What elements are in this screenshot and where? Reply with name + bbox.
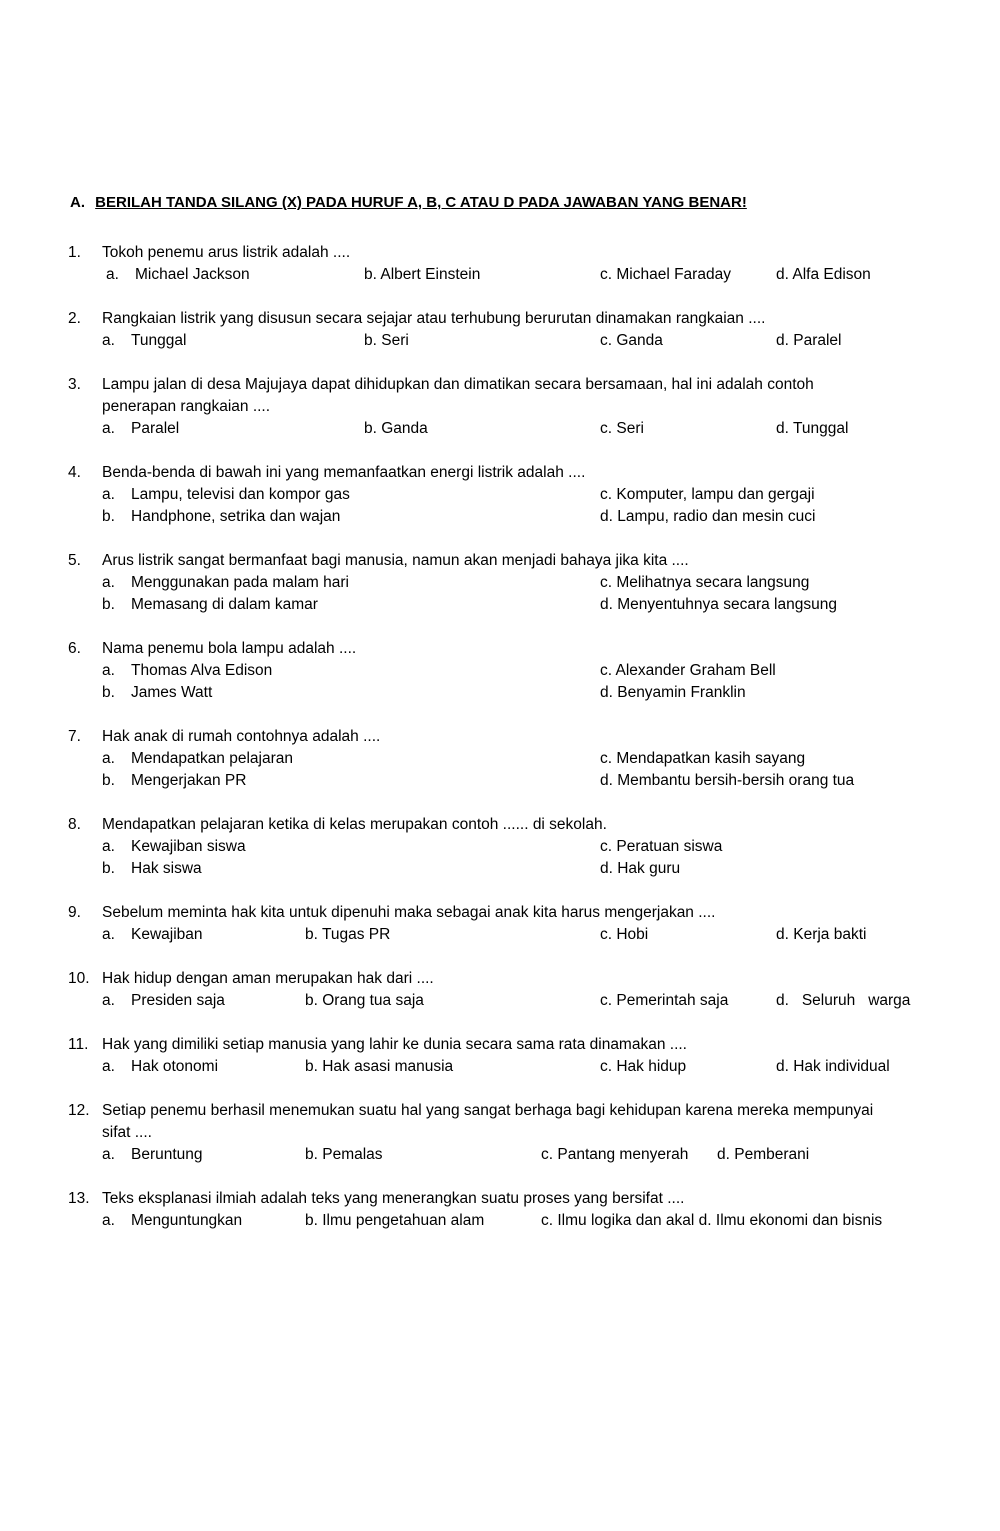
option-c[interactable]: c. Pantang menyerah xyxy=(541,1146,689,1163)
option-c[interactable]: c. Hobi xyxy=(600,926,649,943)
question-text: Mendapatkan pelajaran ketika di kelas merupakan contoh ...... di sekolah. xyxy=(102,816,607,833)
option-label[interactable]: a. xyxy=(102,838,115,855)
section-heading xyxy=(70,194,747,211)
question-number: 2. xyxy=(68,310,81,327)
option-b[interactable]: b. Orang tua saja xyxy=(305,992,424,1009)
option-b[interactable]: Handphone, setrika dan wajan xyxy=(131,508,341,525)
option-b[interactable]: b. Tugas PR xyxy=(305,926,391,943)
option-c[interactable]: c. Mendapatkan kasih sayang xyxy=(600,750,806,767)
option-c[interactable]: c. Hak hidup xyxy=(600,1058,687,1075)
question-number: 5. xyxy=(68,552,81,569)
option-a[interactable]: Thomas Alva Edison xyxy=(131,662,273,679)
option-label[interactable]: b. xyxy=(102,508,115,525)
option-a[interactable]: Menguntungkan xyxy=(131,1212,243,1229)
question-text: Teks eksplanasi ilmiah adalah teks yang menerangkan suatu proses yang bersifat .... xyxy=(102,1190,685,1207)
question-text: Rangkaian listrik yang disusun secara sejajar atau terhubung berurutan dinamakan rangkaian .... xyxy=(102,310,766,327)
option-c[interactable]: c. Komputer, lampu dan gergaji xyxy=(600,486,815,503)
option-d[interactable]: d. Kerja bakti xyxy=(776,926,867,943)
option-a[interactable]: Kewajiban siswa xyxy=(131,838,246,855)
option-b[interactable]: James Watt xyxy=(131,684,213,701)
option-c[interactable]: c. Pemerintah saja xyxy=(600,992,729,1009)
question-text-cont: penerapan rangkaian .... xyxy=(102,398,271,415)
option-label[interactable]: a. xyxy=(102,420,115,437)
option-c[interactable]: c. Seri xyxy=(600,420,644,437)
option-label[interactable]: b. xyxy=(102,772,115,789)
question-number: 6. xyxy=(68,640,81,657)
option-label[interactable]: a. xyxy=(102,1212,115,1229)
option-a[interactable]: Presiden saja xyxy=(131,992,225,1009)
option-d[interactable]: d. Benyamin Franklin xyxy=(600,684,746,701)
option-label[interactable]: a. xyxy=(102,574,115,591)
option-label[interactable]: b. xyxy=(102,684,115,701)
option-label[interactable]: a. xyxy=(102,1146,115,1163)
option-a[interactable]: Tunggal xyxy=(131,332,187,349)
option-b[interactable]: Hak siswa xyxy=(131,860,202,877)
question-number: 11. xyxy=(68,1036,89,1053)
question-text: Arus listrik sangat bermanfaat bagi manusia, namun akan menjadi bahaya jika kita .... xyxy=(102,552,689,569)
option-b[interactable]: b. Ilmu pengetahuan alam xyxy=(305,1212,485,1229)
option-c[interactable]: c. Peratuan siswa xyxy=(600,838,723,855)
question-text: Hak yang dimiliki setiap manusia yang lahir ke dunia secara sama rata dinamakan .... xyxy=(102,1036,687,1053)
option-label[interactable]: b. xyxy=(102,596,115,613)
question-number: 4. xyxy=(68,464,81,481)
option-label[interactable]: a. xyxy=(102,750,115,767)
option-a[interactable]: Paralel xyxy=(131,420,180,437)
question-number: 10. xyxy=(68,970,90,987)
option-a[interactable]: Beruntung xyxy=(131,1146,203,1163)
option-d[interactable]: d. Paralel xyxy=(776,332,842,349)
question-number: 12. xyxy=(68,1102,90,1119)
option-b[interactable]: Memasang di dalam kamar xyxy=(131,596,318,613)
option-label[interactable]: a. xyxy=(102,992,115,1009)
option-c[interactable]: c. Ganda xyxy=(600,332,663,349)
option-a[interactable]: Michael Jackson xyxy=(135,266,250,283)
option-d[interactable]: d. Tunggal xyxy=(776,420,849,437)
question-number: 8. xyxy=(68,816,81,833)
option-c[interactable]: c. Michael Faraday xyxy=(600,266,731,283)
option-b[interactable]: b. Albert Einstein xyxy=(364,266,481,283)
question-number: 1. xyxy=(68,244,81,261)
question-text-cont: sifat .... xyxy=(102,1124,152,1141)
question-number: 13. xyxy=(68,1190,90,1207)
option-b[interactable]: b. Pemalas xyxy=(305,1146,383,1163)
question-text: Hak hidup dengan aman merupakan hak dari .... xyxy=(102,970,434,987)
section-letter: A. xyxy=(70,194,85,211)
option-a[interactable]: Hak otonomi xyxy=(131,1058,219,1075)
section-title: BERILAH TANDA SILANG (X) PADA HURUF A, B, C ATAU D PADA JAWABAN YANG BENAR! xyxy=(95,194,747,211)
question-number: 9. xyxy=(68,904,81,921)
option-label[interactable]: a. xyxy=(106,266,119,283)
option-d[interactable]: d. Alfa Edison xyxy=(776,266,871,283)
question-text: Nama penemu bola lampu adalah .... xyxy=(102,640,357,657)
option-d[interactable]: d. Pemberani xyxy=(717,1146,810,1163)
option-d[interactable]: d. Membantu bersih-bersih orang tua xyxy=(600,772,855,789)
option-b[interactable]: b. Seri xyxy=(364,332,409,349)
option-d[interactable]: d. Hak individual xyxy=(776,1058,890,1075)
option-label[interactable]: a. xyxy=(102,1058,115,1075)
question-text: Lampu jalan di desa Majujaya dapat dihidupkan dan dimatikan secara bersamaan, hal ini adalah contoh xyxy=(102,376,814,393)
option-a[interactable]: Kewajiban xyxy=(131,926,203,943)
option-label[interactable]: a. xyxy=(102,332,115,349)
option-a[interactable]: Mendapatkan pelajaran xyxy=(131,750,294,767)
option-d[interactable]: d. Lampu, radio dan mesin cuci xyxy=(600,508,816,525)
option-d[interactable]: d. Hak guru xyxy=(600,860,681,877)
option-label[interactable]: a. xyxy=(102,486,115,503)
question-number: 3. xyxy=(68,376,81,393)
option-a[interactable]: Lampu, televisi dan kompor gas xyxy=(131,486,350,503)
option-label[interactable]: b. xyxy=(102,860,115,877)
option-b[interactable]: b. Hak asasi manusia xyxy=(305,1058,454,1075)
question-text: Hak anak di rumah contohnya adalah .... xyxy=(102,728,381,745)
option-c[interactable]: c. Alexander Graham Bell xyxy=(600,662,776,679)
option-a[interactable]: Menggunakan pada malam hari xyxy=(131,574,349,591)
option-c[interactable]: c. Melihatnya secara langsung xyxy=(600,574,810,591)
option-d[interactable]: d. Menyentuhnya secara langsung xyxy=(600,596,837,613)
option-d[interactable]: d. Seluruh warga xyxy=(776,992,911,1009)
option-label[interactable]: a. xyxy=(102,926,115,943)
question-text: Setiap penemu berhasil menemukan suatu hal yang sangat berhaga bagi kehidupan karena mereka mempunyai xyxy=(102,1102,874,1119)
option-label[interactable]: a. xyxy=(102,662,115,679)
option-b[interactable]: Mengerjakan PR xyxy=(131,772,247,789)
question-text: Tokoh penemu arus listrik adalah .... xyxy=(102,244,351,261)
question-text: Benda-benda di bawah ini yang memanfaatkan energi listrik adalah .... xyxy=(102,464,586,481)
option-b[interactable]: b. Ganda xyxy=(364,420,428,437)
question-number: 7. xyxy=(68,728,81,745)
question-text: Sebelum meminta hak kita untuk dipenuhi maka sebagai anak kita harus mengerjakan .... xyxy=(102,904,716,921)
option-c-d[interactable]: c. Ilmu logika dan akal d. Ilmu ekonomi dan bisnis xyxy=(541,1212,883,1229)
